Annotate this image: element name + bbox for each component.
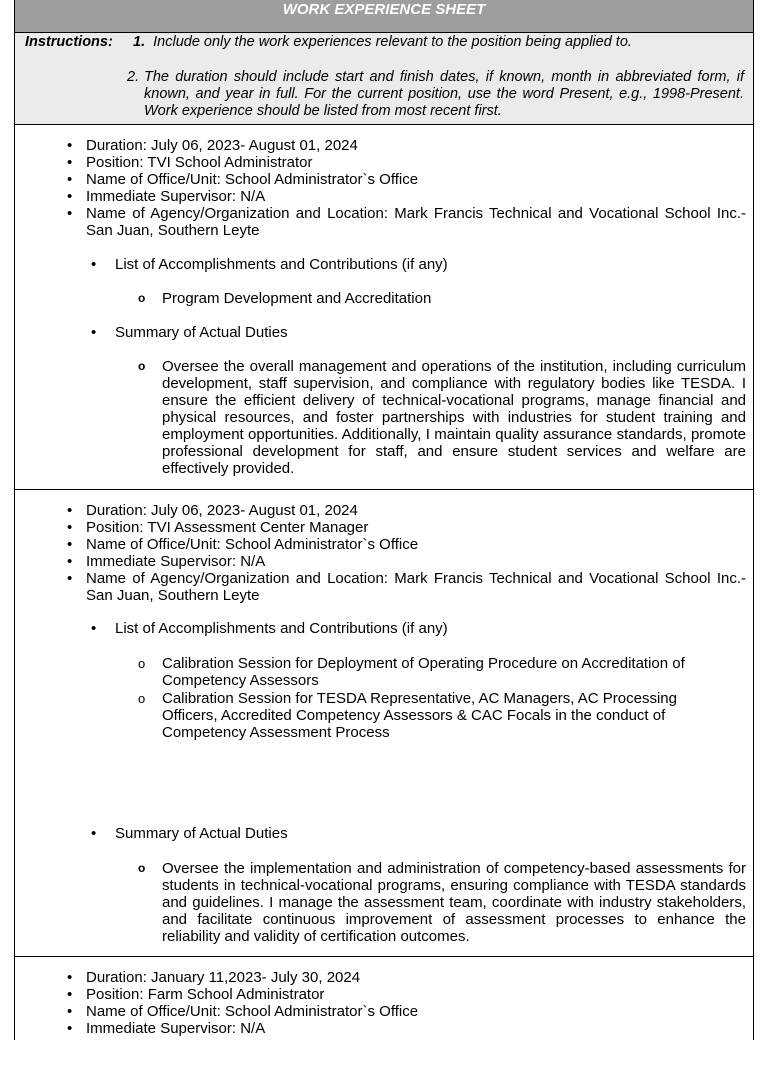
entry-duration: • Duration: January 11,2023- July 30, 2024: [67, 969, 361, 986]
circle-bullet-icon: o: [138, 861, 146, 875]
bullet-icon: •: [67, 519, 73, 536]
bullet-icon: •: [67, 205, 73, 222]
bullet-icon: •: [91, 825, 97, 842]
entry-agency: • Name of Agency/Organization and Location: Mark Francis Technical and Vocational School Inc.- San Juan, Southern Leyte: [67, 570, 746, 604]
bullet-icon: •: [67, 969, 73, 986]
bullet-icon: •: [91, 620, 97, 637]
entry-duration: • Duration: July 06, 2023- August 01, 2024: [67, 137, 358, 154]
sheet-header: [15, 0, 753, 33]
circle-bullet-icon: o: [138, 291, 146, 305]
accomplishments-heading: • List of Accomplishments and Contributions (if any): [91, 620, 448, 637]
bullet-icon: •: [91, 256, 97, 273]
entry-office: • Name of Office/Unit: School Administrator`s Office: [67, 536, 419, 553]
accomplishment-item: o Calibration Session for Deployment of Operating Procedure on Accreditation of Competency Assessors: [138, 655, 685, 689]
bullet-icon: •: [67, 171, 73, 188]
entry-office: • Name of Office/Unit: School Administrator`s Office: [67, 171, 419, 188]
entry-position: • Position: Farm School Administrator: [67, 986, 325, 1003]
duties-heading: • Summary of Actual Duties: [91, 324, 288, 341]
duties-heading: • Summary of Actual Duties: [91, 825, 288, 842]
work-entry: [15, 125, 753, 490]
sheet-title: WORK EXPERIENCE SHEET: [282, 1, 486, 18]
bullet-icon: •: [67, 188, 73, 205]
entry-supervisor: • Immediate Supervisor: N/A: [67, 188, 266, 205]
circle-bullet-icon: o: [138, 359, 146, 373]
bullet-icon: •: [67, 536, 73, 553]
instruction-2-text: The duration should include start and finish dates, if known, month in abbreviated form, if known, and year in full. For the current position, use the word Present, e.g., 1998-Present. Work experience should be listed from most recent first.: [144, 69, 744, 119]
work-entry: [15, 490, 753, 957]
duties-text: o Oversee the implementation and administration of competency-based assessments for students in technical-vocational programs, ensuring compliance with TESDA standards and guidelines. I manage the assessment team, coordinate with industry stakeholders, and facilitate continuous improvement of assessment processes to enhance the reliability and validity of certification outcomes.: [138, 860, 746, 945]
instructions-label: Instructions:: [25, 34, 113, 50]
bullet-icon: •: [67, 553, 73, 570]
work-entry: [15, 957, 753, 1077]
entry-office: • Name of Office/Unit: School Administrator`s Office: [67, 1003, 419, 1020]
entry-supervisor: • Immediate Supervisor: N/A: [67, 553, 266, 570]
accomplishment-item: o Program Development and Accreditation: [138, 290, 432, 307]
instruction-1-text: Include only the work experiences relevant to the position being applied to.: [153, 34, 632, 50]
entry-duration: • Duration: July 06, 2023- August 01, 2024: [67, 502, 358, 519]
bullet-icon: •: [67, 570, 73, 587]
accomplishments-heading: • List of Accomplishments and Contributions (if any): [91, 256, 448, 273]
instruction-2: [127, 69, 744, 120]
bullet-icon: •: [67, 1020, 73, 1037]
bullet-icon: •: [67, 1003, 73, 1020]
entry-position: • Position: TVI Assessment Center Manager: [67, 519, 369, 536]
entry-agency: • Name of Agency/Organization and Location: Mark Francis Technical and Vocational School Inc.- San Juan, Southern Leyte: [67, 205, 746, 239]
instruction-1-number: 1.: [133, 34, 146, 50]
work-experience-sheet: [14, 0, 754, 1040]
bullet-icon: •: [91, 324, 97, 341]
duties-text: o Oversee the overall management and operations of the institution, including curriculum development, staff supervision, and compliance with regulatory bodies like TESDA. I ensure the efficient delivery of technical-vocational programs, manage financial and physical resources, and foster partnerships with industries for student training and employment opportunities. Additionally, I maintain quality assurance standards, promote professional development for staff, and ensure student services and welfare are effectively provided.: [138, 358, 746, 477]
accomplishment-item: o Calibration Session for TESDA Representative, AC Managers, AC Processing Officers, Accredited Competency Assessors & CAC Focals in the conduct of Competency Assessment Process: [138, 690, 677, 741]
instruction-2-number: 2.: [127, 69, 140, 85]
bullet-icon: •: [67, 154, 73, 171]
instruction-1: [133, 34, 632, 51]
instructions-panel: [15, 33, 753, 125]
circle-bullet-icon: o: [138, 691, 146, 706]
entry-position: • Position: TVI School Administrator: [67, 154, 313, 171]
circle-bullet-icon: o: [138, 656, 146, 671]
bullet-icon: •: [67, 986, 73, 1003]
entry-supervisor: • Immediate Supervisor: N/A: [67, 1020, 266, 1037]
bullet-icon: •: [67, 137, 73, 154]
bullet-icon: •: [67, 502, 73, 519]
